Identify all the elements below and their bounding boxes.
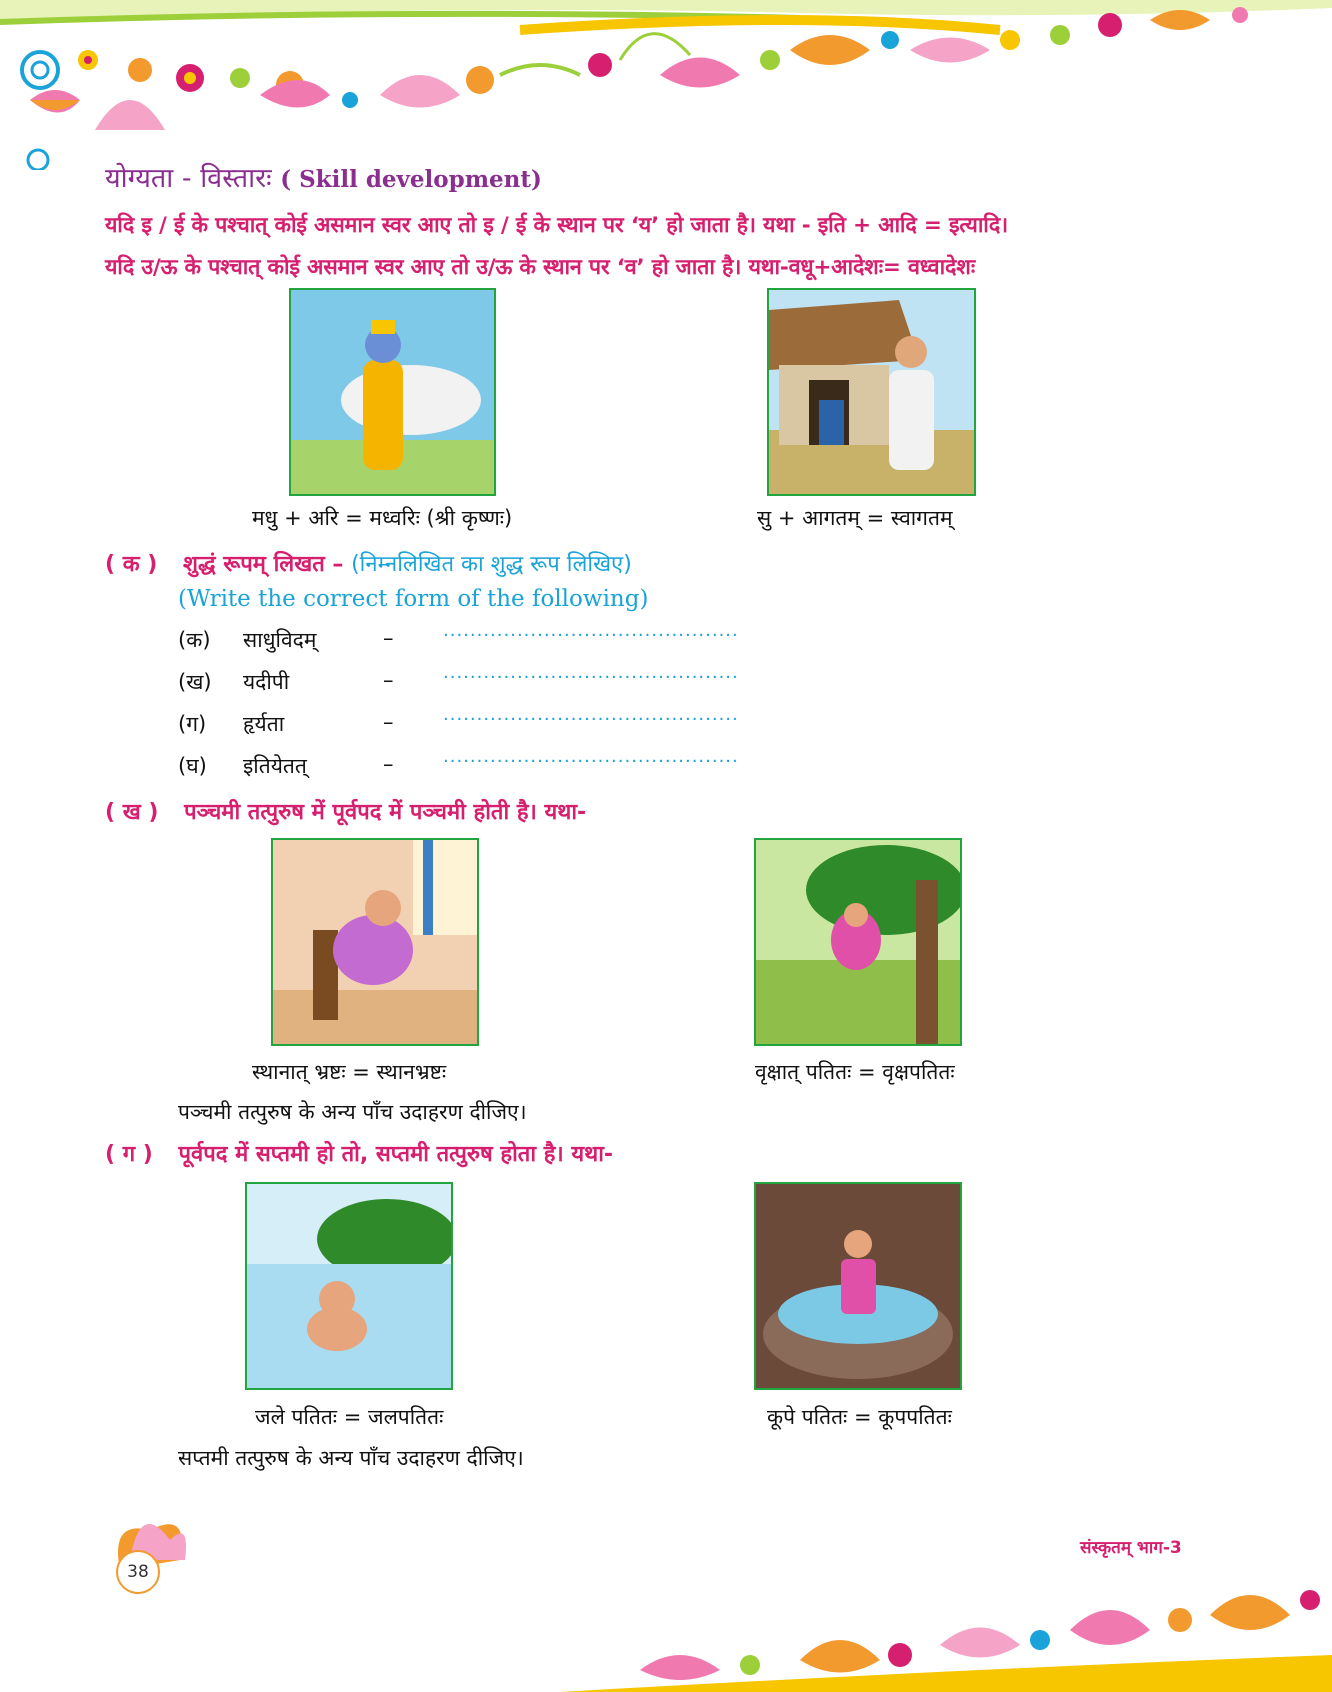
- welcome-hut-illustration: [767, 288, 976, 496]
- exercise-word: साधुविदम्: [243, 628, 317, 652]
- exercise-row: [178, 746, 739, 792]
- answer-blank[interactable]: ............................................: [443, 620, 739, 641]
- section-ga-task: सप्तमी तत्पुरुष के अन्य पाँच उदाहरण दीजिए।: [178, 1446, 524, 1470]
- decorative-banner: [0, 0, 1332, 170]
- man-falling-tree-illustration: [754, 838, 962, 1046]
- rule-i-ii: यदि इ / ई के पश्चात् कोई असमान स्वर आए तो इ / ई के स्थान पर ‘य’ हो जाता है। यथा - इति + आदि = इत्यादि।: [105, 213, 1008, 238]
- exercise-word: हृर्यता: [243, 712, 285, 736]
- section-ga-label: ( ग ): [105, 1142, 153, 1167]
- caption-jalapatita: जले पतितः = जलपतितः: [255, 1405, 444, 1429]
- section-ga-instruction: पूर्वपद में सप्तमी हो तो, सप्तमी तत्पुरुष होता है। यथा-: [178, 1142, 614, 1167]
- exercise-word: यदीपी: [243, 670, 290, 694]
- man-in-water-illustration: [245, 1182, 453, 1390]
- rule-u-uu: यदि उ/ऊ के पश्चात् कोई असमान स्वर आए तो उ/ऊ के स्थान पर ‘व’ हो जाता है। यथा-वधू+आदेशः= वध्वादेशः: [105, 255, 975, 280]
- section-ka-instruction: शुद्धं रूपम् लिखत –: [183, 552, 344, 577]
- exercise-word: इतियेतत्: [243, 754, 307, 778]
- page-number: 38: [116, 1550, 160, 1594]
- section-ka-english-hint: (Write the correct form of the following): [178, 586, 649, 612]
- section-ga-heading: [105, 1138, 613, 1168]
- answer-blank[interactable]: ............................................: [443, 704, 739, 725]
- answer-blank[interactable]: ............................................: [443, 746, 739, 767]
- caption-sthanabhrashta: स्थानात् भ्रष्टः = स्थानभ्रष्टः: [252, 1060, 447, 1084]
- section-ka-heading: [105, 548, 632, 578]
- book-name: संस्कृतम् भाग-3: [1080, 1538, 1182, 1558]
- exercise-row: [178, 704, 739, 750]
- caption-kupapatita: कूपे पतितः = कूपपतितः: [767, 1405, 952, 1429]
- exercise-dash: –: [383, 668, 394, 692]
- exercise-row: [178, 620, 739, 666]
- exercise-dash: –: [383, 752, 394, 776]
- exercise-label: (ग): [178, 712, 207, 736]
- section-kha-task: पञ्चमी तत्पुरुष के अन्य पाँच उदाहरण दीजिए।: [178, 1100, 527, 1124]
- man-in-well-illustration: [754, 1182, 962, 1390]
- exercise-dash: –: [383, 710, 394, 734]
- section-ka-label: ( क ): [105, 552, 158, 577]
- caption-vrikshapatita: वृक्षात् पतितः = वृक्षपतितः: [755, 1060, 955, 1084]
- section-kha-heading: [105, 796, 586, 826]
- caption-madhvari: मधु + अरि = मध्वरिः (श्री कृष्णः): [252, 506, 513, 530]
- krishna-cow-illustration: [289, 288, 496, 496]
- exercise-label: (घ): [178, 754, 207, 778]
- man-falling-chair-illustration: [271, 838, 479, 1046]
- title-hindi: योग्यता - विस्तारः: [105, 163, 272, 194]
- section-title: [105, 158, 542, 195]
- decorative-footer: [560, 1560, 1332, 1692]
- exercise-label: (क): [178, 628, 211, 652]
- section-kha-instruction: पञ्चमी तत्पुरुष में पूर्वपद में पञ्चमी होती है। यथा-: [184, 800, 587, 825]
- caption-svagatam: सु + आगतम् = स्वागतम्: [757, 506, 953, 530]
- section-ka-hint: (निम्नलिखित का शुद्ध रूप लिखिए): [351, 552, 632, 577]
- title-english: ( Skill development): [280, 166, 542, 193]
- exercise-row: [178, 662, 739, 708]
- exercise-label: (ख): [178, 670, 212, 694]
- section-kha-label: ( ख ): [105, 800, 159, 825]
- answer-blank[interactable]: ............................................: [443, 662, 739, 683]
- exercise-dash: –: [383, 626, 394, 650]
